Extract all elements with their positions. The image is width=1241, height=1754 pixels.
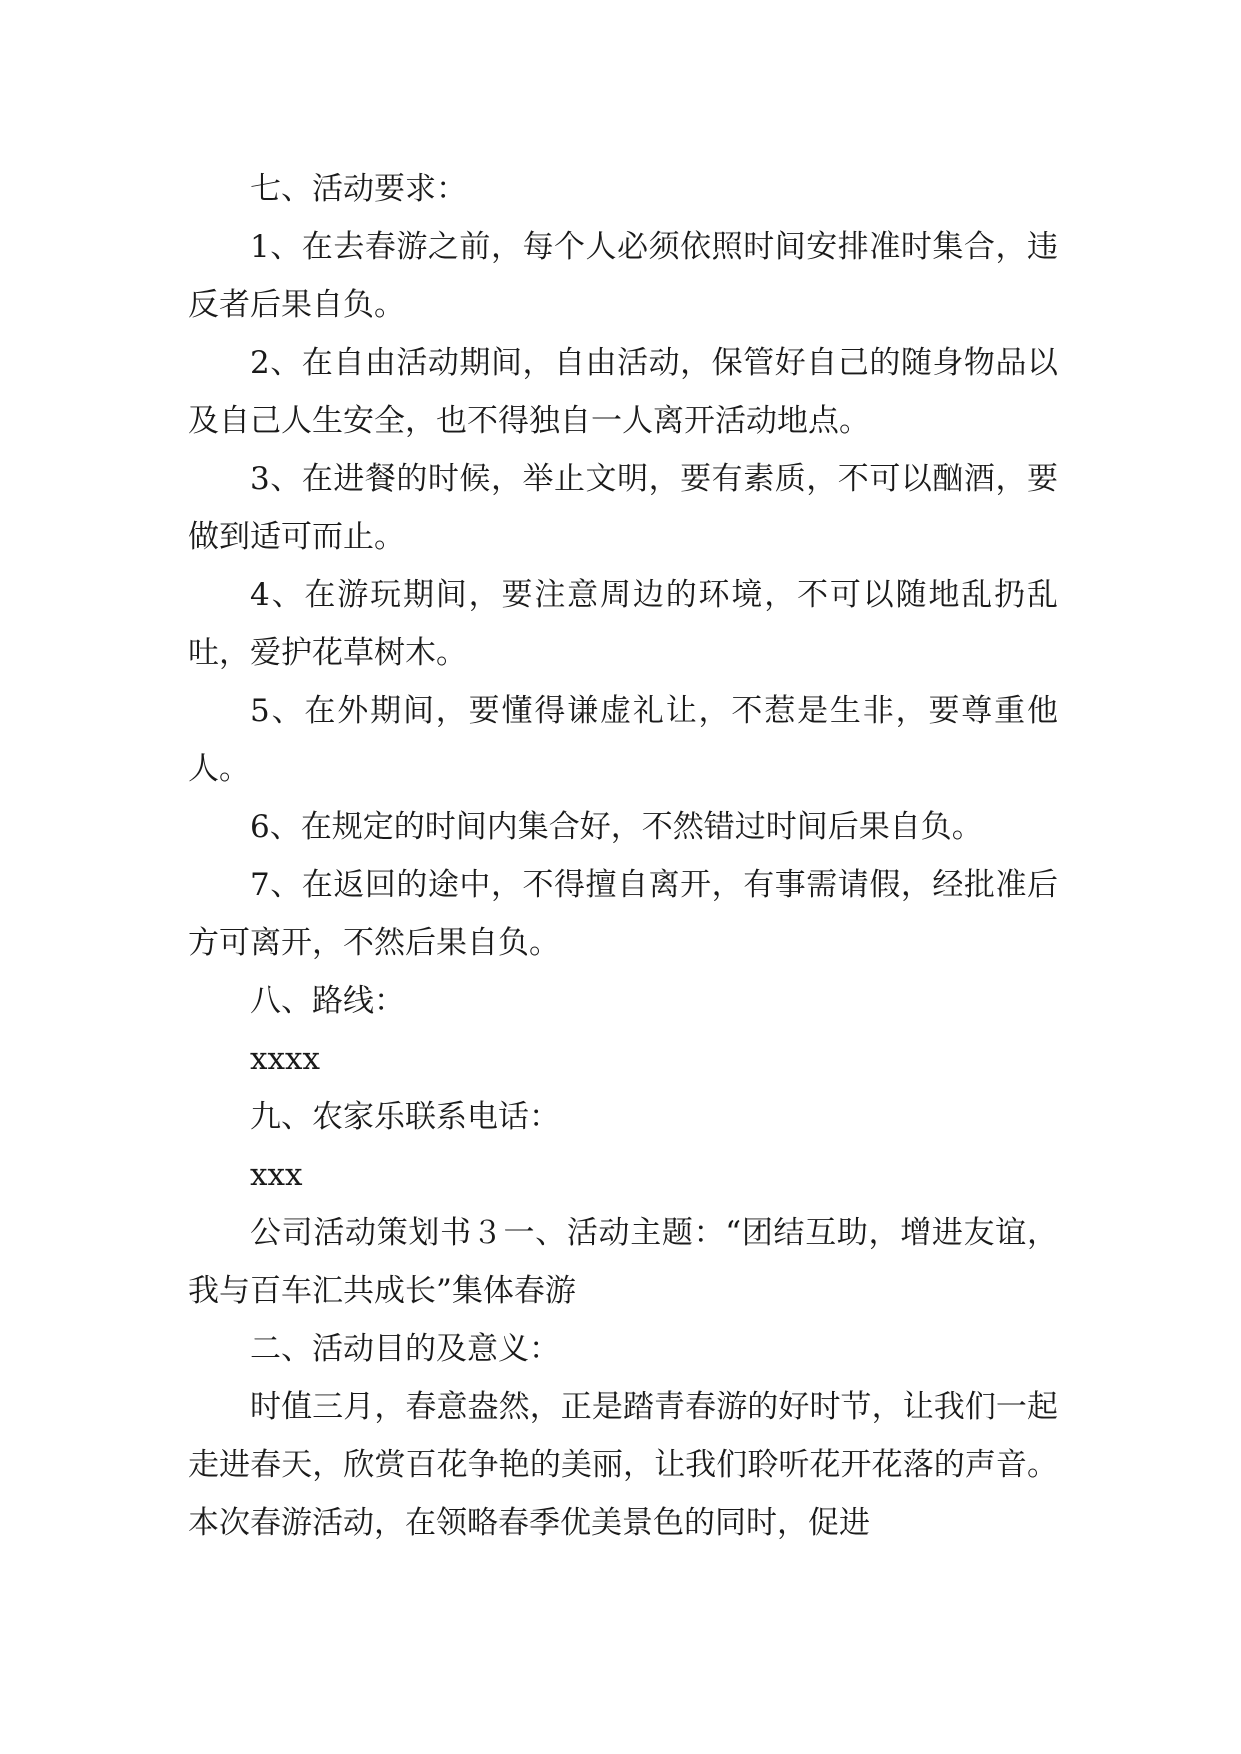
requirement-item-1: 1、在去春游之前，每个人必须依照时间安排准时集合，违反者后果自负。 <box>188 229 1058 323</box>
heading-contact-phone: 九、农家乐联系电话： <box>250 1099 560 1135</box>
heading-activity-requirements: 七、活动要求： <box>250 171 467 207</box>
purpose-paragraph: 时值三月，春意盎然，正是踏青春游的好时节，让我们一起走进春天，欣赏百花争艳的美丽，让我们聆听花开花落的声音。本次春游活动，在领略春季优美景色的同时，促进 <box>188 1389 1058 1541</box>
requirement-item-4: 4、在游玩期间，要注意周边的环境，不可以随地乱扔乱吐，爱护花草树木。 <box>188 577 1058 671</box>
route-value: xxxx <box>250 1041 320 1077</box>
requirement-item-2: 2、在自由活动期间，自由活动，保管好自己的随身物品以及自己人生安全，也不得独自一人离开活动地点。 <box>188 345 1058 439</box>
contact-phone-value: xxx <box>250 1157 303 1193</box>
requirement-item-5: 5、在外期间，要懂得谦虚礼让，不惹是生非，要尊重他人。 <box>188 693 1058 787</box>
requirement-item-6: 6、在规定的时间内集合好，不然错过时间后果自负。 <box>250 809 983 845</box>
requirement-item-7: 7、在返回的途中，不得擅自离开，有事需请假，经批准后方可离开，不然后果自负。 <box>188 867 1058 961</box>
requirement-item-3: 3、在进餐的时候，举止文明，要有素质，不可以酗酒，要做到适可而止。 <box>188 461 1058 555</box>
heading-route: 八、路线： <box>250 983 405 1019</box>
heading-purpose: 二、活动目的及意义： <box>250 1331 560 1367</box>
document-page <box>188 160 1058 1552</box>
plan-3-theme: 公司活动策划书３一、活动主题：“团结互助，增进友谊，我与百车汇共成长”集体春游 <box>188 1215 1058 1309</box>
